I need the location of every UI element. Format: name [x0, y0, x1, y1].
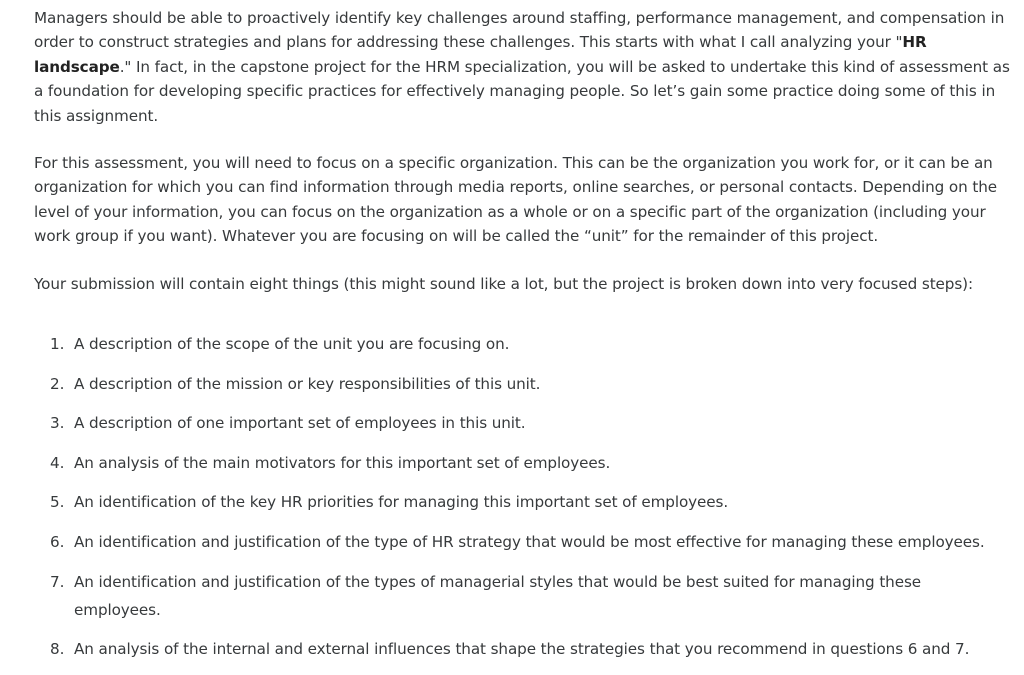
- list-number: 5.: [50, 493, 65, 512]
- assessment-paragraph: For this assessment, you will need to focus on a specific organization. This can be the organization you work for, or it can be an organization for which you can find information through media reports, online searches, or personal contacts. Depending on the level of your information, you can focus on the organization as a whole or on a specific part of the organization (including your work group if you want). Whatever you are focusing on will be called the “unit” for the remainder of this project.: [34, 154, 997, 246]
- list-text: An analysis of the main motivators for this important set of employees.: [74, 453, 611, 472]
- list-item: [34, 635, 1012, 663]
- list-item: [34, 409, 1012, 437]
- list-text: An identification and justification of the types of managerial styles that would be best suited for managing these employees.: [74, 572, 922, 619]
- intro-text-end: ." In fact, in the capstone project for the HRM specialization, you will be asked to undertake this kind of assessment as a foundation for developing specific practices for effectively managing people. So let’s gain some practice doing some of this in this assignment.: [34, 57, 1010, 125]
- list-number: 8.: [50, 640, 65, 659]
- submission-paragraph: Your submission will contain eight things (this might sound like a lot, but the project is broken down into very focused steps):: [34, 274, 973, 293]
- list-item: [34, 568, 1012, 624]
- list-item: [34, 449, 1012, 477]
- list-number: 1.: [50, 335, 65, 354]
- list-item: [34, 488, 1012, 516]
- list-text: A description of the mission or key responsibilities of this unit.: [74, 374, 541, 393]
- list-item: [34, 370, 1012, 398]
- list-text: A description of the scope of the unit you are focusing on.: [74, 335, 510, 354]
- list-number: 2.: [50, 374, 65, 393]
- list-number: 4.: [50, 453, 65, 472]
- list-item: [34, 330, 1012, 358]
- list-text: A description of one important set of employees in this unit.: [74, 414, 526, 433]
- list-text: An identification of the key HR priorities for managing this important set of employees.: [74, 493, 729, 512]
- submission-list: [34, 330, 1012, 663]
- list-text: An identification and justification of the type of HR strategy that would be most effective for managing these employees.: [74, 533, 985, 552]
- list-text: An analysis of the internal and external influences that shape the strategies that you recommend in questions 6 and 7.: [74, 640, 970, 659]
- list-number: 3.: [50, 414, 65, 433]
- assignment-instructions: [34, 6, 1012, 675]
- intro-paragraph: [34, 6, 1012, 128]
- list-number: 6.: [50, 533, 65, 552]
- list-item: [34, 528, 1012, 556]
- hr-landscape-bold: HR landscape: [34, 33, 927, 76]
- list-number: 7.: [50, 572, 65, 591]
- intro-text-start: Managers should be able to proactively identify key challenges around staffing, performance management, and compensation in order to construct strategies and plans for addressing these challenges. This starts with what I call analyzing your ": [34, 9, 1005, 52]
